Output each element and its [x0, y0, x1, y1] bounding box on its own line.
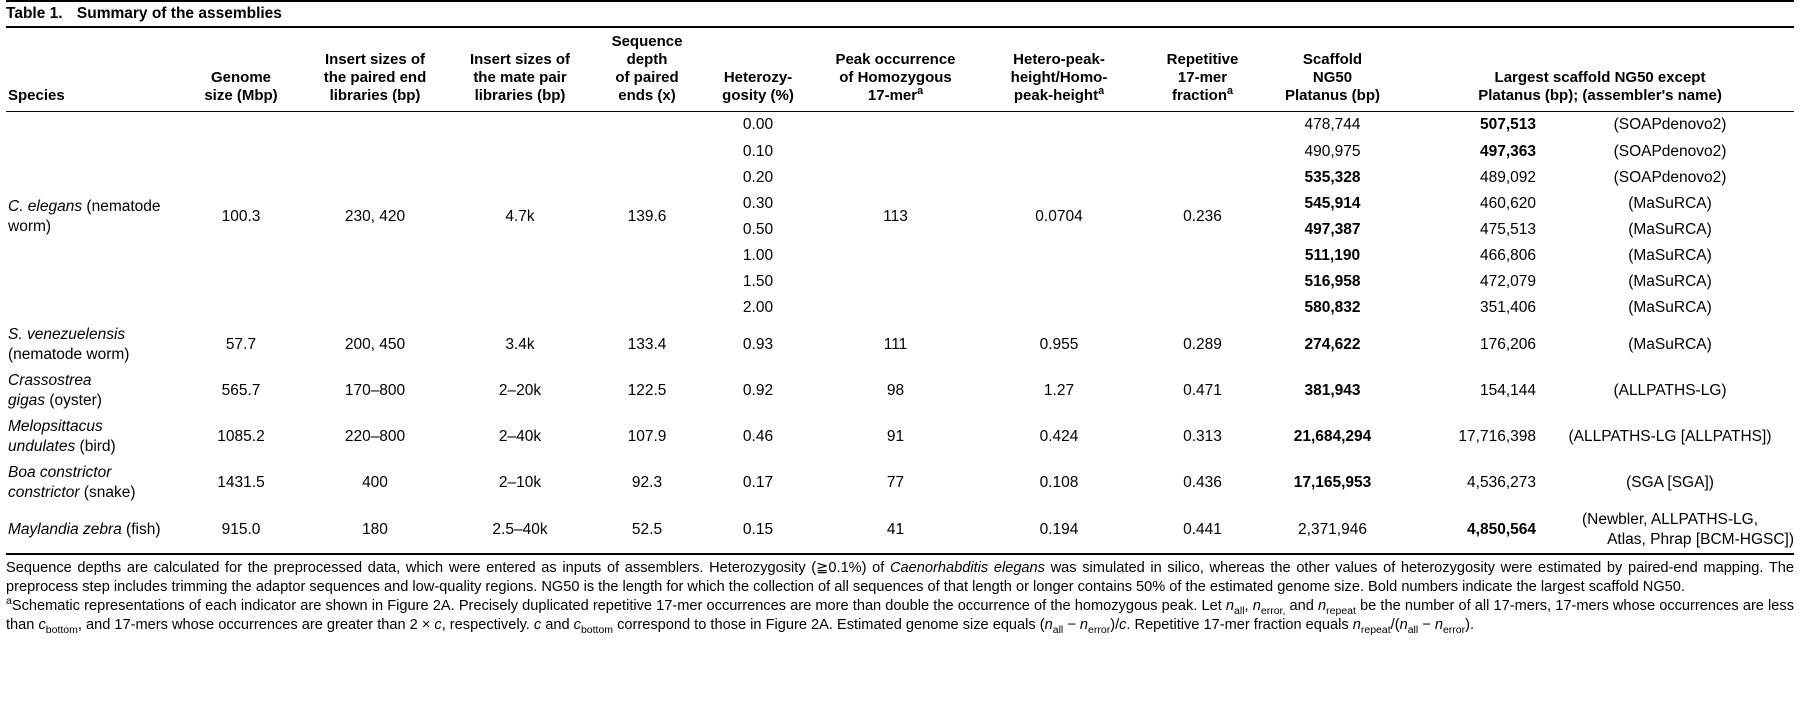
- cell-assembler-name: (MaSuRCA): [1628, 247, 1712, 265]
- cell-scaffold-ng50: 478,744: [1304, 116, 1361, 134]
- header-peak-occurrence-l3: 17-mer$^a$: [867, 85, 924, 105]
- cell-insert-pe: 400: [362, 474, 388, 492]
- species-name-common: (bird): [75, 438, 116, 456]
- cell-peak-occurrence: 77: [886, 474, 905, 492]
- table-title: Summary of the assemblies: [76, 5, 282, 22]
- cell-assembler-name: (SOAPdenovo2): [1613, 168, 1727, 186]
- cell-largest-ng50: 460,620: [1479, 194, 1536, 212]
- header-repetitive-fraction: [1140, 28, 1265, 111]
- cell-assembler-line1: (Newbler, ALLPATHS-LG,: [1581, 510, 1759, 528]
- cell-repetitive-fraction: 0.436: [1183, 474, 1222, 492]
- header-hetero-peak-ratio-l2: height/Homo-: [1010, 69, 1108, 87]
- species-name-italic: S. venezuelensis: [8, 325, 126, 343]
- cell-heterozygosity: 0.50: [742, 220, 774, 238]
- cell-genome-size: 1085.2: [217, 428, 265, 446]
- cell-heterozygosity: 0.10: [742, 142, 774, 160]
- header-genome-size: [181, 28, 301, 111]
- cell-insert-mp: 2.5–40k: [492, 520, 548, 538]
- cell-insert-mp: 4.7k: [505, 207, 535, 225]
- cell-repetitive-fraction: 0.471: [1183, 381, 1222, 399]
- cell-largest-ng50: 489,092: [1479, 168, 1536, 186]
- cell-insert-pe: 220–800: [344, 428, 406, 446]
- cell-scaffold-ng50: 580,832: [1304, 299, 1361, 317]
- species-name-italic2: undulates: [8, 438, 76, 456]
- cell-genome-size: 565.7: [221, 381, 261, 399]
- table-row: [6, 414, 1800, 460]
- header-peak-occurrence-l1: Peak occurrence: [835, 51, 956, 69]
- cell-hetero-peak-ratio: 0.108: [1039, 474, 1079, 492]
- header-scaffold-ng50: [1265, 28, 1400, 111]
- cell-heterozygosity: 1.50: [742, 273, 774, 291]
- cell-seq-depth: 139.6: [627, 207, 667, 225]
- cell-genome-size: 915.0: [221, 520, 261, 538]
- cell-heterozygosity: 0.92: [742, 381, 774, 399]
- header-peak-occurrence-footnote-marker: a: [917, 85, 924, 98]
- header-heterozygosity: [703, 28, 813, 111]
- cell-peak-occurrence: 91: [886, 428, 905, 446]
- header-peak-occurrence-l2: of Homozygous: [839, 69, 952, 87]
- cell-insert-mp: 2–10k: [498, 474, 542, 492]
- assemblies-table: [6, 28, 1800, 111]
- table-row: [6, 507, 1800, 553]
- header-repetitive-fraction-l1: Repetitive: [1166, 51, 1239, 69]
- cell-heterozygosity: 0.20: [742, 168, 774, 186]
- header-genome-size-l1: Genome: [210, 69, 271, 87]
- row-species-boa-constrictor: [6, 460, 181, 506]
- table-row: [6, 368, 1800, 414]
- cell-assembler-line2: Atlas, Phrap [BCM-HGSC]): [1607, 530, 1794, 548]
- table-header-row: [6, 28, 1800, 111]
- cell-scaffold-ng50: 381,943: [1304, 381, 1361, 399]
- cell-assembler-name: (MaSuRCA): [1628, 220, 1712, 238]
- cell-peak-occurrence: 111: [883, 335, 908, 353]
- cell-assembler-name: [1540, 507, 1800, 553]
- cell-heterozygosity: 0.30: [742, 194, 774, 212]
- cell-peak-occurrence: 41: [886, 520, 905, 538]
- assemblies-table-body: [6, 112, 1800, 553]
- header-insert-mp: [449, 28, 591, 111]
- cell-seq-depth: 92.3: [631, 474, 663, 492]
- cell-assembler-name: (SGA [SGA]): [1626, 474, 1714, 492]
- cell-scaffold-ng50: 490,975: [1304, 142, 1361, 160]
- cell-largest-ng50: 507,513: [1479, 116, 1536, 134]
- cell-insert-pe: 180: [362, 520, 388, 538]
- cell-repetitive-fraction: 0.441: [1183, 520, 1222, 538]
- cell-assembler-name: (MaSuRCA): [1628, 273, 1712, 291]
- header-seq-depth-l2: depth: [626, 51, 668, 69]
- header-hetero-peak-ratio: [978, 28, 1140, 111]
- row-species-crassostrea-gigas: [6, 368, 181, 414]
- header-largest-ng50-l2: Platanus (bp); (assembler's name): [1478, 87, 1722, 105]
- cell-largest-ng50: 176,206: [1479, 335, 1536, 353]
- cell-heterozygosity: 0.00: [742, 116, 774, 134]
- species-name-italic: Melopsittacus: [8, 418, 103, 436]
- header-peak-occurrence: [813, 28, 978, 111]
- cell-insert-mp: 2–20k: [498, 381, 542, 399]
- header-hetero-peak-ratio-l3: peak-height$^a$: [1013, 85, 1105, 105]
- cell-assembler-name: (MaSuRCA): [1628, 299, 1712, 317]
- cell-hetero-peak-ratio: 0.424: [1039, 428, 1079, 446]
- header-hetero-peak-ratio-l1: Hetero-peak-: [1013, 51, 1105, 69]
- cell-largest-ng50: 154,144: [1479, 381, 1536, 399]
- footnote-general: Sequence depths are calculated for the preprocessed data, which were entered as inputs of assemblers. Heterozygosity (≧0.1%) of Caenorhabditis elegans was simulated in silico, whereas the other values of heterozygosity were estimated by paired-end mapping. The preprocess step includes trimming the adaptor sequences and low-quality regions. NG50 is the length for which the collection of all sequences of that length or longer contains 50% of the estimated genome size. Bold numbers indicate the largest scaffold NG50.: [6, 559, 1795, 595]
- header-insert-pe-l3: libraries (bp): [329, 87, 421, 105]
- cell-scaffold-ng50: 511,190: [1304, 247, 1361, 265]
- row-species-s-venezuelensis: [6, 322, 181, 368]
- species-name-rest: (nematode: [82, 197, 161, 215]
- header-insert-pe: [301, 28, 449, 111]
- species-name-italic: Crassostrea: [8, 371, 92, 389]
- cell-hetero-peak-ratio: 1.27: [1043, 381, 1075, 399]
- species-name-line2: worm): [8, 217, 52, 235]
- cell-largest-ng50: 351,406: [1479, 299, 1536, 317]
- footnote-species-italic: Caenorhabditis elegans: [890, 559, 1045, 576]
- header-species-label: Species: [8, 87, 65, 105]
- header-seq-depth: [591, 28, 703, 111]
- header-scaffold-ng50-l1: Scaffold: [1302, 51, 1363, 69]
- header-repetitive-footnote-marker: a: [1227, 85, 1234, 98]
- cell-largest-ng50: 17,716,398: [1458, 428, 1536, 446]
- cell-insert-mp: 2–40k: [498, 428, 542, 446]
- species-name-italic: Boa constrictor: [8, 464, 112, 482]
- cell-seq-depth: 52.5: [631, 520, 663, 538]
- cell-assembler-name: (ALLPATHS-LG): [1613, 381, 1727, 399]
- species-name-common: (fish): [121, 520, 161, 538]
- cell-largest-ng50: 475,513: [1479, 220, 1536, 238]
- cell-genome-size: 1431.5: [217, 474, 265, 492]
- header-seq-depth-l4: ends (x): [618, 87, 676, 105]
- cell-scaffold-ng50: 2,371,946: [1298, 520, 1367, 538]
- cell-insert-mp: 3.4k: [505, 335, 535, 353]
- row-species-melopsittacus-undulates: [6, 414, 181, 460]
- species-name-italic2: constrictor: [8, 484, 80, 502]
- cell-peak-occurrence: 98: [886, 381, 905, 399]
- header-seq-depth-l3: of paired: [615, 69, 679, 87]
- species-name-line2: (nematode worm): [8, 345, 130, 363]
- header-scaffold-ng50-l2: NG50: [1312, 69, 1353, 87]
- footnote-a-marker: a: [6, 594, 12, 607]
- table-row: [6, 460, 1800, 506]
- cell-hetero-peak-ratio: 0.194: [1039, 520, 1079, 538]
- row-species-c-elegans: [6, 112, 181, 321]
- cell-assembler-name: (ALLPATHS-LG [ALLPATHS]): [1568, 428, 1772, 446]
- header-largest-ng50-l1: Largest scaffold NG50 except: [1494, 69, 1706, 87]
- header-heterozygosity-l2: gosity (%): [722, 87, 794, 105]
- header-insert-pe-l1: Insert sizes of: [324, 51, 426, 69]
- cell-insert-pe: 200, 450: [344, 335, 406, 353]
- header-species: [6, 28, 181, 111]
- header-genome-size-l2: size (Mbp): [204, 87, 278, 105]
- cell-hetero-peak-ratio: 0.0704: [1035, 207, 1083, 225]
- cell-insert-pe: 230, 420: [344, 207, 406, 225]
- header-largest-ng50: [1400, 28, 1800, 111]
- table-row: [6, 322, 1800, 368]
- cell-scaffold-ng50: 17,165,953: [1293, 474, 1372, 492]
- cell-heterozygosity: 1.00: [742, 247, 774, 265]
- cell-insert-pe: 170–800: [344, 381, 406, 399]
- header-insert-mp-l1: Insert sizes of: [469, 51, 571, 69]
- header-seq-depth-l1: Sequence: [611, 33, 683, 51]
- cell-heterozygosity: 0.93: [742, 335, 774, 353]
- cell-heterozygosity: 0.17: [742, 474, 774, 492]
- header-repetitive-fraction-l2: 17-mer: [1177, 69, 1228, 87]
- species-name-common: (oyster): [45, 391, 102, 409]
- header-insert-mp-l2: the mate pair: [473, 69, 567, 87]
- cell-genome-size: 100.3: [221, 207, 261, 225]
- cell-largest-ng50: 497,363: [1479, 142, 1536, 160]
- cell-scaffold-ng50: 535,328: [1304, 168, 1361, 186]
- header-scaffold-ng50-l3: Platanus (bp): [1284, 87, 1380, 105]
- footnote-a: $^a$Schematic representations of each indicator are shown in Figure 2A. Precisely duplicated repetitive 17-mer occurrences are more than double the occurrence of the homozygous peak. Let $n_{all}$, $n_{error,}$ and $n_{repeat}$ be the number of all 17-mers, 17-mers whose occurrences are less than $c_{bottom}$, and 17-mers whose occurrences are greater than 2 × c, respectively. c and $c_{bottom}$ correspond to those in Figure 2A. Estimated genome size equals $(n_{all} - n_{error})/c$. Repetitive 17-mer fraction equals $n_{repeat}/(n_{all} - n_{error})$.: [6, 594, 1795, 636]
- cell-heterozygosity: 0.15: [742, 520, 774, 538]
- header-heterozygosity-l1: Heterozy-: [723, 69, 793, 87]
- cell-scaffold-ng50: 516,958: [1304, 273, 1361, 291]
- table-label: Table 1.: [6, 5, 63, 22]
- cell-scaffold-ng50: 21,684,294: [1293, 428, 1372, 446]
- cell-hetero-peak-ratio: 0.955: [1039, 335, 1079, 353]
- header-insert-pe-l2: the paired end: [323, 69, 427, 87]
- cell-repetitive-fraction: 0.289: [1183, 335, 1222, 353]
- cell-scaffold-ng50: 497,387: [1304, 220, 1361, 238]
- species-name-italic: Maylandia zebra: [8, 520, 122, 538]
- cell-scaffold-ng50: 274,622: [1304, 335, 1361, 353]
- table-row: [6, 112, 1800, 138]
- cell-assembler-name: (MaSuRCA): [1628, 335, 1712, 353]
- species-name-italic2: gigas: [8, 391, 46, 409]
- cell-heterozygosity: 2.00: [742, 299, 774, 317]
- cell-seq-depth: 107.9: [627, 428, 667, 446]
- cell-genome-size: 57.7: [225, 335, 257, 353]
- cell-seq-depth: 133.4: [627, 335, 667, 353]
- cell-scaffold-ng50: 545,914: [1304, 194, 1361, 212]
- cell-largest-ng50: 472,079: [1479, 273, 1536, 291]
- cell-largest-ng50: 4,536,273: [1467, 474, 1536, 492]
- cell-seq-depth: 122.5: [627, 381, 667, 399]
- cell-peak-occurrence: 113: [883, 207, 908, 225]
- cell-repetitive-fraction: 0.313: [1183, 428, 1222, 446]
- cell-largest-ng50: 4,850,564: [1467, 520, 1536, 538]
- header-repetitive-fraction-l3: fraction$^a$: [1171, 85, 1234, 105]
- table-caption: [6, 2, 1794, 26]
- header-insert-mp-l3: libraries (bp): [474, 87, 566, 105]
- cell-heterozygosity: 0.46: [742, 428, 774, 446]
- cell-assembler-name: (SOAPdenovo2): [1613, 116, 1727, 134]
- header-hetero-peak-footnote-marker: a: [1098, 85, 1105, 98]
- cell-largest-ng50: 466,806: [1479, 247, 1536, 265]
- species-name-common: (snake): [79, 484, 136, 502]
- cell-assembler-name: (SOAPdenovo2): [1613, 142, 1727, 160]
- table-footnotes: [6, 555, 1794, 635]
- row-species-maylandia-zebra: [6, 507, 181, 553]
- cell-assembler-name: (MaSuRCA): [1628, 194, 1712, 212]
- species-name-italic: C. elegans: [8, 197, 83, 215]
- cell-repetitive-fraction: 0.236: [1183, 207, 1222, 225]
